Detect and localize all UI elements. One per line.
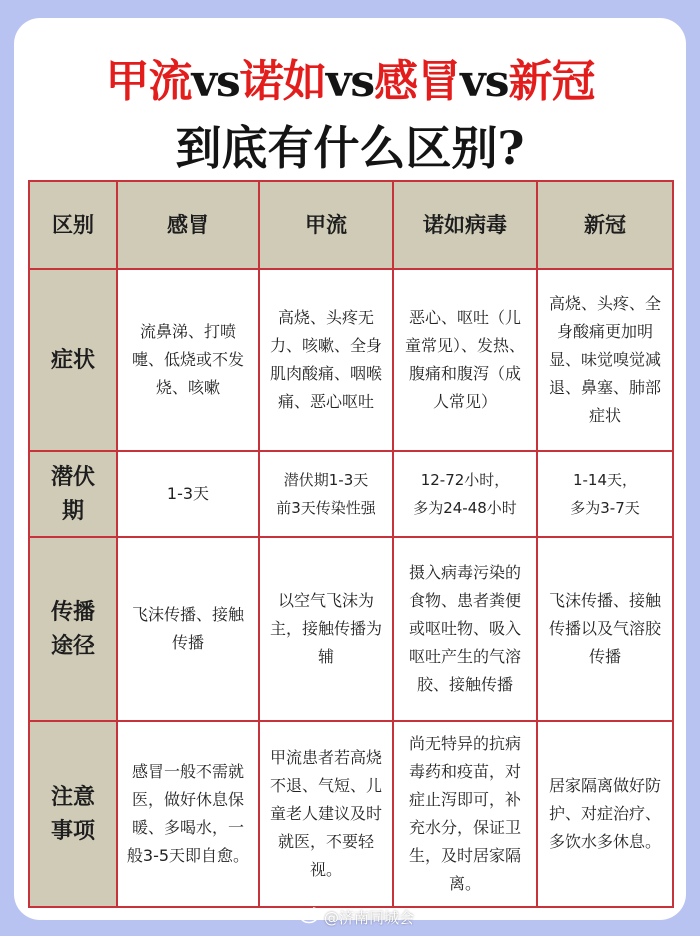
page-title-line2: 到底有什么区别? <box>175 121 525 175</box>
table-row <box>29 269 673 451</box>
table-cell: 以空气飞沫为主，接触传播为辅 <box>259 537 393 721</box>
table-cell: 12-72小时， 多为24-48小时 <box>393 451 537 537</box>
title-part: vs <box>191 56 240 107</box>
table-cell: 尚无特异的抗病毒药和疫苗，对症止泻即可，补充水分，保证卫生，及时居家隔离。 <box>393 721 537 907</box>
table-cell: 1-3天 <box>117 451 259 537</box>
row-label: 注意事项 <box>29 721 117 907</box>
header-cell: 甲流 <box>259 181 393 269</box>
table-cell: 甲流患者若高烧不退、气短、儿童老人建议及时就医，不要轻视。 <box>259 721 393 907</box>
table-cell: 1-14天， 多为3-7天 <box>537 451 673 537</box>
table-cell: 潜伏期1-3天 前3天传染性强 <box>259 451 393 537</box>
table-cell: 摄入病毒污染的食物、患者粪便或呕吐物、吸入呕吐产生的气溶胶、接触传播 <box>393 537 537 721</box>
title-part: 感冒 <box>374 56 461 107</box>
table-cell: 高烧、头疼、全身酸痛更加明显、味觉嗅觉减退、鼻塞、肺部症状 <box>537 269 673 451</box>
table-cell: 流鼻涕、打喷嚏、低烧或不发烧、咳嗽 <box>117 269 259 451</box>
table-row <box>29 721 673 907</box>
table-cell: 恶心、呕吐（儿童常见）、发热、腹痛和腹泻（成人常见） <box>393 269 537 451</box>
title-part: vs <box>460 56 509 107</box>
row-label: 传播途径 <box>29 537 117 721</box>
header-cell: 诺如病毒 <box>393 181 537 269</box>
header-row <box>29 181 673 269</box>
weibo-icon <box>300 905 320 932</box>
table-row <box>29 451 673 537</box>
title-part: vs <box>325 56 375 107</box>
comparison-table <box>28 180 674 908</box>
title-part: 诺如 <box>239 56 326 107</box>
table-cell: 居家隔离做好防护、对症治疗、多饮水多休息。 <box>537 721 673 907</box>
title-part: 甲流 <box>105 56 192 107</box>
header-cell: 区别 <box>29 181 117 269</box>
table-cell: 飞沫传播、接触传播以及气溶胶传播 <box>537 537 673 721</box>
watermark <box>300 906 414 930</box>
watermark-text: @济南同城会 <box>324 909 415 927</box>
row-label: 症状 <box>29 269 117 451</box>
title-part: 新冠 <box>508 56 595 107</box>
table-cell: 感冒一般不需就医，做好休息保暖、多喝水，一般3-5天即自愈。 <box>117 721 259 907</box>
table-cell: 高烧、头疼无力、咳嗽、全身肌肉酸痛、咽喉痛、恶心呕吐 <box>259 269 393 451</box>
table-row <box>29 537 673 721</box>
row-label: 潜伏期 <box>29 451 117 537</box>
header-cell: 新冠 <box>537 181 673 269</box>
header-cell: 感冒 <box>117 181 259 269</box>
page-title-line1 <box>0 50 700 114</box>
table-cell: 飞沫传播、接触传播 <box>117 537 259 721</box>
